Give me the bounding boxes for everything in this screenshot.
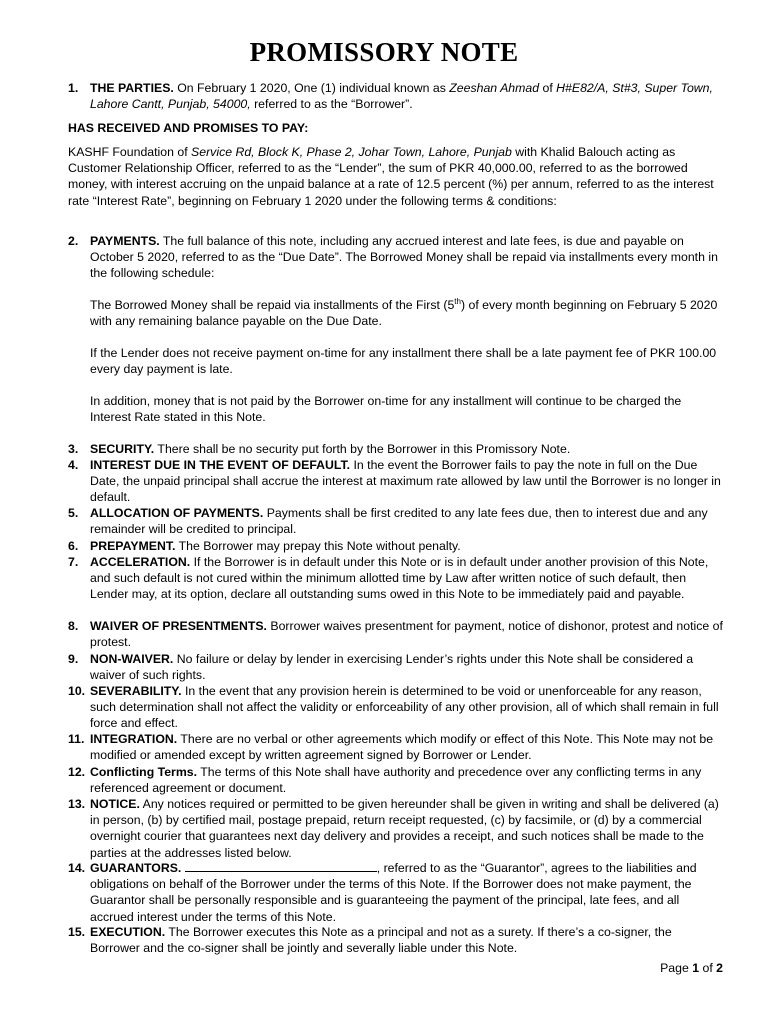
total-pages: 2 bbox=[716, 961, 723, 975]
section-allocation bbox=[68, 505, 724, 537]
section-text: There are no verbal or other agreements which modify or effect of this Note. This Note may not be modified or amended except by written agreement signed by Borrower or Lender. bbox=[90, 732, 714, 763]
section-label: INTEGRATION. bbox=[90, 732, 178, 746]
payments-schedule-paragraph: The Borrowed Money shall be repaid via installments of the First (5th) of every month beginning on February 5 2020 with any remaining balance payable on the Due Date. bbox=[90, 296, 718, 329]
section-security bbox=[68, 441, 724, 457]
lender-paragraph bbox=[68, 144, 724, 209]
section-text: The Borrower executes this Note as a principal and not as a surety. If there’s a co-signer, the Borrower and the co-signer shall be jointly and severally liable under this Note. bbox=[90, 925, 672, 956]
parties-text-3: referred to as the “Borrower”. bbox=[250, 97, 413, 112]
section-number: 12. bbox=[68, 765, 86, 779]
section-text: Borrower waives presentment for payment, notice of dishonor, protest and notice of protest. bbox=[90, 619, 723, 650]
section-text: The Borrower may prepay this Note without penalty. bbox=[175, 539, 461, 553]
section-text: The terms of this Note shall have authority and precedence over any conflicting terms in any referenced agreement or document. bbox=[90, 765, 702, 796]
section-parties bbox=[68, 80, 724, 112]
section-text: If the Borrower is in default under this Note or is in default under another provision of this Note, and such default is not cured within the minimum allotted time by Law after written notice of such default, then Lender may, at its option, declare all outstanding sums owed in this Note to be immediately paid and payable. bbox=[90, 555, 709, 602]
section-label: THE PARTIES. bbox=[90, 81, 174, 95]
section-prepayment bbox=[68, 538, 724, 554]
section-number: 3. bbox=[68, 442, 79, 456]
section-number: 9. bbox=[68, 652, 79, 666]
section-label: Conflicting Terms. bbox=[90, 765, 198, 779]
section-execution bbox=[68, 924, 724, 956]
section-guarantors bbox=[68, 860, 724, 925]
lender-address: Service Rd, Block K, Phase 2, Johar Town, Lahore, Punjab bbox=[191, 145, 512, 159]
section-interest-default bbox=[68, 457, 724, 506]
guarantor-name-blank[interactable] bbox=[185, 860, 377, 872]
section-label: PREPAYMENT. bbox=[90, 539, 176, 553]
lender-text-2: with Khalid Balouch acting as Customer Relationship Officer, referred to as the “Lender”, the sum of PKR 40,000.00, referred to as the borrowed money, with interest accruing on the unpaid balance at a rate of 12.5 percent (%) per annum, referred to as the interest rate “Interest Rate”, beginning on February 1 2020 under the following terms & conditions: bbox=[68, 145, 714, 208]
section-label: ACCELERATION. bbox=[90, 555, 191, 569]
borrower-address: H#E82/A, St#3, Super Town, Lahore Cantt, Punjab, 54000, bbox=[90, 81, 713, 112]
section-integration bbox=[68, 731, 724, 763]
section-number: 7. bbox=[68, 555, 79, 569]
section-number: 6. bbox=[68, 539, 79, 553]
section-waiver-presentments bbox=[68, 618, 724, 650]
section-text: No failure or delay by lender in exercising Lender’s rights under this Note shall be considered a waiver of such rights. bbox=[90, 652, 694, 683]
lender-text-1: KASHF Foundation of bbox=[68, 145, 192, 159]
section-label: NOTICE. bbox=[90, 797, 140, 811]
section-label: ALLOCATION OF PAYMENTS. bbox=[90, 506, 264, 520]
section-label: INTEREST DUE IN THE EVENT OF DEFAULT. bbox=[90, 458, 351, 472]
payments-text: The full balance of this note, including any accrued interest and late fees, is due and payable on October 5 2020, referred to as the “Due Date”. The Borrowed Money shall be repaid via installments every month in the following schedule: bbox=[90, 234, 718, 281]
section-label: WAIVER OF PRESENTMENTS. bbox=[90, 619, 267, 633]
section-number: 4. bbox=[68, 458, 79, 472]
received-heading: HAS RECEIVED AND PROMISES TO PAY: bbox=[68, 121, 309, 135]
section-text: , referred to as the “Guarantor”, agrees to the liabilities and obligations on behalf of the Borrower under the terms of this Note. If the Borrower does not make payment, the Guarantor shall be personally responsible and is guaranteeing the payment of the principal, late fees, and all accrued interest under the terms of this Note. bbox=[90, 861, 697, 924]
section-number: 5. bbox=[68, 506, 79, 520]
current-page: 1 bbox=[692, 961, 700, 975]
section-number: 1. bbox=[68, 81, 79, 95]
section-label: SEVERABILITY. bbox=[90, 684, 182, 698]
section-number: 8. bbox=[68, 619, 79, 633]
parties-text-2: of bbox=[539, 81, 557, 95]
page-title: PROMISSORY NOTE bbox=[249, 37, 519, 67]
section-conflicting-terms bbox=[68, 764, 724, 796]
section-text: Payments shall be first credited to any late fees due, then to interest due and any remainder will be credited to principal. bbox=[90, 506, 708, 537]
interest-continue-paragraph: In addition, money that is not paid by the Borrower on-time for any installment will continue to be charged the Interest Rate stated in this Note. bbox=[90, 394, 682, 425]
section-acceleration bbox=[68, 554, 724, 603]
parties-text-1: On February 1 2020, One (1) individual known as bbox=[173, 81, 450, 95]
borrower-name: Zeeshan Ahmad bbox=[449, 81, 540, 95]
section-number: 2. bbox=[68, 234, 79, 248]
section-text: In the event the Borrower fails to pay the note in full on the Due Date, the unpaid principal shall accrue the interest at maximum rate allowed by law until the Borrower is no longer in default. bbox=[90, 458, 721, 505]
section-number: 14. bbox=[68, 861, 86, 875]
section-label: SECURITY. bbox=[90, 442, 155, 456]
section-number: 11. bbox=[68, 732, 85, 746]
page-number-footer: Page 1 of 2 bbox=[660, 961, 723, 975]
section-label: GUARANTORS. bbox=[90, 861, 182, 875]
section-text: Any notices required or permitted to be given hereunder shall be given in writing and shall be delivered (a) in person, (b) by certified mail, postage prepaid, return receipt requested, (c) by facsimile, or (d) by a commercial overnight courier that guarantees next day delivery and provides a receipt, and such notices shall be made to the parties at the addresses listed below. bbox=[90, 797, 719, 860]
section-text: In the event that any provision herein is determined to be void or unenforceable for any reason, such determination shall not affect the validity or enforceability of any other provision, all of which shall remain in full force and effect. bbox=[90, 684, 719, 731]
section-severability bbox=[68, 683, 724, 732]
section-number: 15. bbox=[68, 925, 86, 939]
section-label: NON-WAIVER. bbox=[90, 652, 174, 666]
section-label: EXECUTION. bbox=[90, 925, 166, 939]
section-number: 10. bbox=[68, 684, 86, 698]
section-payments bbox=[68, 233, 724, 282]
section-label: PAYMENTS. bbox=[90, 234, 160, 248]
section-non-waiver bbox=[68, 651, 724, 683]
section-notice bbox=[68, 796, 724, 861]
section-text: There shall be no security put forth by the Borrower in this Promissory Note. bbox=[154, 442, 571, 456]
section-number: 13. bbox=[68, 797, 86, 811]
late-fee-paragraph: If the Lender does not receive payment on-time for any installment there shall be a late payment fee of PKR 100.00 every day payment is late. bbox=[90, 346, 717, 377]
